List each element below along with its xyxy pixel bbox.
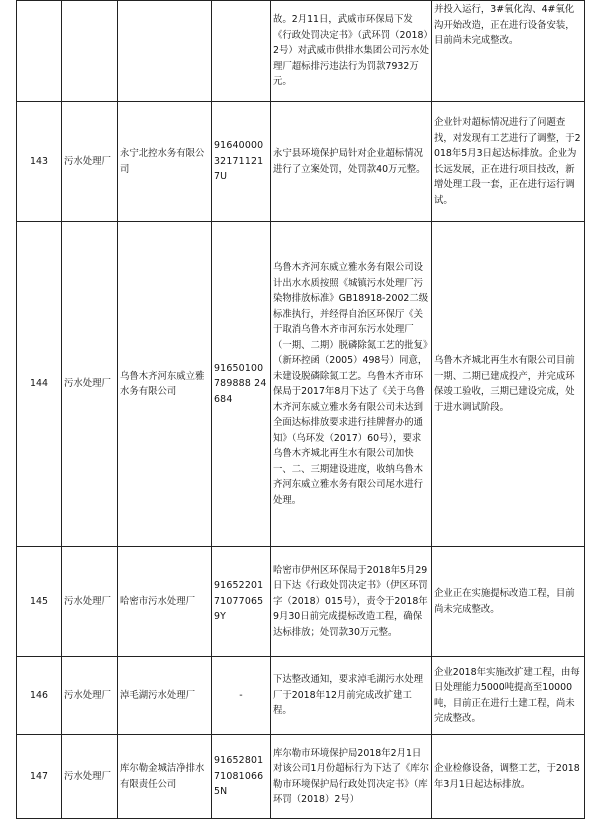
- row-measure: 乌鲁木齐城北再生水有限公司目前一期、二期已建成投产，并完成环保竣工验收，三期已建设完成，处于进水调试阶段。: [432, 222, 585, 547]
- row-number: 143: [17, 102, 62, 222]
- row-code: 91640000321711217U: [212, 102, 271, 222]
- row-company: 哈密市污水处理厂: [118, 547, 212, 657]
- table-row: [17, 735, 585, 819]
- row-type: 污水处理厂: [62, 547, 118, 657]
- row-number: 144: [17, 222, 62, 547]
- row-problem: 故。2月11日，武威市环保局下发《行政处罚决定书》（武环罚（2018）2号）对武威市供排水集团公司污水处理厂超标排污违法行为罚款7932万元。: [271, 1, 432, 102]
- row-company: 乌鲁木齐河东威立雅水务有限公司: [118, 222, 212, 547]
- table-row: [17, 102, 585, 222]
- row-type: 污水处理厂: [62, 102, 118, 222]
- row-measure: 并投入运行，3#氧化沟、4#氧化沟开始改造，正在进行设备安装，目前尚未完成整改。: [432, 1, 585, 102]
- row-measure: 企业2018年实施改扩建工程，由每日处理能力5000吨提高至10000吨，目前正在进行土建工程，尚未完成整改。: [432, 657, 585, 735]
- row-measure: 企业针对超标情况进行了问题查找，对发现有工艺进行了调整，于2018年5月3日起达标排放。企业为长远发展，正在进行项目技改，新增处理工段一套，正在进行运行调试。: [432, 102, 585, 222]
- row-code: -: [212, 657, 271, 735]
- row-type: [62, 1, 118, 102]
- row-type: 污水处理厂: [62, 657, 118, 735]
- table-row: [17, 547, 585, 657]
- row-number: [17, 1, 62, 102]
- row-problem: 永宁县环境保护局针对企业超标情况进行了立案处罚，处罚款40万元整。: [271, 102, 432, 222]
- enforcement-table: [16, 0, 585, 819]
- row-company: 淖毛湖污水处理厂: [118, 657, 212, 735]
- row-problem: 乌鲁木齐河东威立雅水务有限公司设计出水水质按照《城镇污水处理厂污染物排放标准》GB18918-2002二级标准执行，并经得自治区环保厅《关于取消乌鲁木齐市河东污水处理厂（一期、二期）脱磷除氮工艺的批复》（新环控函（2005）498号）同意，未建设脱磷除氮工艺。乌鲁木齐市环保局于2017年8月下达了《关于乌鲁木齐河东威立雅水务有限公司未达到全面达标排放要求进行挂牌督办的通知》（乌环发（2017）60号），要求乌鲁木齐城北再生水有限公司加快一、二、三期建设进度，收纳乌鲁木齐河东威立雅水务有限公司尾水进行处理。: [271, 222, 432, 547]
- row-problem: 哈密市伊州区环保局于2018年5月29日下达《行政处罚决定书》（伊区环罚字（2018）015号），责令于2018年9月30日前完成提标改造工程，确保达标排放；处罚款30万元整。: [271, 547, 432, 657]
- table-row: [17, 657, 585, 735]
- row-problem: 库尔勒市环境保护局2018年2月1日对该公司1月份超标行为下达了《库尔勒市环境保护局行政处罚决定书》（库环罚（2018）2号）: [271, 735, 432, 819]
- row-measure: 企业正在实施提标改造工程，目前尚未完成整改。: [432, 547, 585, 657]
- row-code: 91652801710810665N: [212, 735, 271, 819]
- row-code: [212, 1, 271, 102]
- row-number: 147: [17, 735, 62, 819]
- row-type: 污水处理厂: [62, 735, 118, 819]
- row-company: 库尔勒金城洁净排水有限责任公司: [118, 735, 212, 819]
- row-number: 145: [17, 547, 62, 657]
- row-type: 污水处理厂: [62, 222, 118, 547]
- row-code: 91650100789888 24684: [212, 222, 271, 547]
- row-company: 永宁北控水务有限公司: [118, 102, 212, 222]
- table-row: [17, 222, 585, 547]
- row-measure: 企业检修设备，调整工艺，于2018年3月1日起达标排放。: [432, 735, 585, 819]
- row-problem: 下达整改通知，要求淖毛湖污水处理厂于2018年12月前完成改扩建工程。: [271, 657, 432, 735]
- table-row: [17, 1, 585, 102]
- row-number: 146: [17, 657, 62, 735]
- row-company: [118, 1, 212, 102]
- row-code: 91652201710770659Y: [212, 547, 271, 657]
